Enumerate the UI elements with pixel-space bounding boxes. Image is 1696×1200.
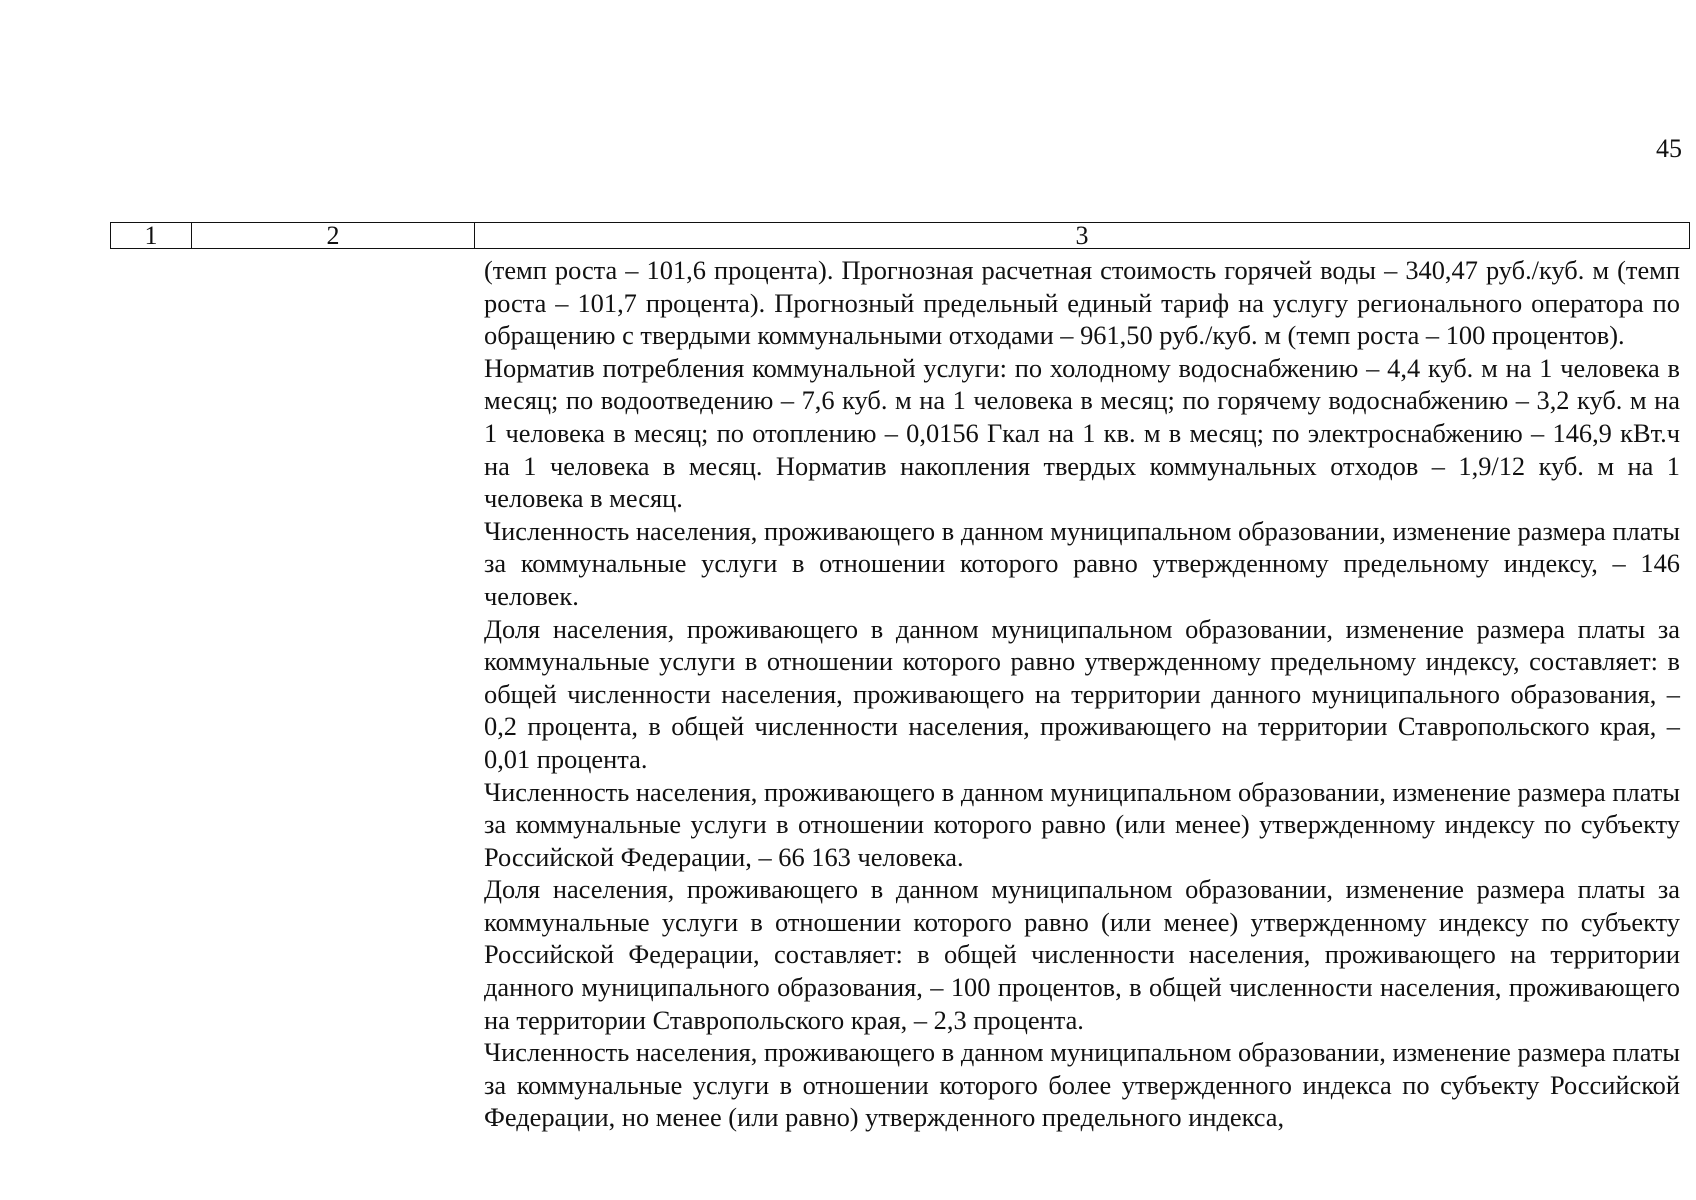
paragraph-population-regional-index: Численность населения, проживающего в данном муниципальном образовании, изменение размера платы за коммунальные услуги в отношении которого равно (или менее) утвержденному индексу по субъекту Российской Федерации, – 66 163 человека.	[484, 776, 1680, 872]
column-header-3: 3	[475, 223, 1690, 249]
paragraph-population-equal-limit: Численность населения, проживающего в данном муниципальном образовании, изменение размера платы за коммунальные услуги в отношении которого равно утвержденному предельному индексу, – 146 человек.	[484, 515, 1680, 611]
column-header-2: 2	[192, 223, 475, 249]
paragraph-tariff-forecast: (темп роста – 101,6 процента). Прогнозная расчетная стоимость горячей воды – 340,47 руб./куб. м (темп роста – 101,7 процента). Прогнозный предельный единый тариф на услугу регионального оператора по обращению с твердыми коммунальными отходами – 961,50 руб./куб. м (темп роста – 100 процентов).	[484, 255, 1680, 351]
page-number: 45	[1656, 134, 1682, 163]
column-header-row	[111, 223, 1690, 249]
paragraph-population-above-index: Численность населения, проживающего в данном муниципальном образовании, изменение размера платы за коммунальные услуги в отношении которого более утвержденного индекса по субъекту Российской Федерации, но менее (или равно) утвержденного предельного индекса,	[484, 1037, 1680, 1133]
document-body	[484, 254, 1680, 1134]
paragraph-share-equal-limit: Доля населения, проживающего в данном муниципальном образовании, изменение размера платы за коммунальные услуги в отношении которого равно утвержденному предельному индексу, составляет: в общей численности населения, проживающего на территории данного муниципального образования, – 0,2 процента, в общей численности населения, проживающего на территории Ставропольского края, – 0,01 процента.	[484, 613, 1680, 774]
column-header-1: 1	[111, 223, 192, 249]
paragraph-consumption-norms: Норматив потребления коммунальной услуги: по холодному водоснабжению – 4,4 куб. м на 1 человека в месяц; по водоотведению – 7,6 куб. м на 1 человека в месяц; по горячему водоснабжению – 3,2 куб. м на 1 человека в месяц; по отоплению – 0,0156 Гкал на 1 кв. м в месяц; по электроснабжению – 146,9 кВт.ч на 1 человека в месяц. Норматив накопления твердых коммунальных отходов – 1,9/12 куб. м на 1 человека в месяц.	[484, 352, 1680, 514]
paragraph-share-regional-index: Доля населения, проживающего в данном муниципальном образовании, изменение размера платы за коммунальные услуги в отношении которого равно (или менее) утвержденному индексу по субъекту Российской Федерации, составляет: в общей численности населения, проживающего на территории данного муниципального образования, – 100 процентов, в общей численности населения, проживающего на территории Ставропольского края, – 2,3 процента.	[484, 874, 1680, 1035]
column-header-table	[110, 222, 1690, 249]
